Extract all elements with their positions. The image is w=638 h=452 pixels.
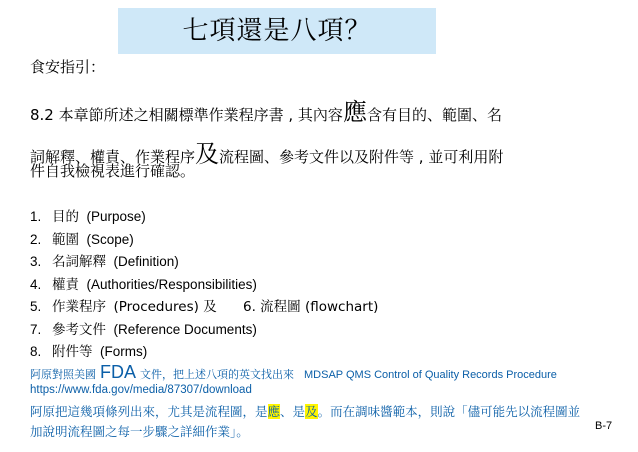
list-item [30, 296, 378, 319]
note-text: 、是 [280, 404, 306, 419]
emphasis-character: 及 [195, 140, 220, 168]
fda-label: FDA [100, 362, 136, 382]
highlighted-word: 及 [305, 404, 318, 419]
list-number: 3. [30, 254, 42, 269]
paragraph-text: 詞解釋、權責、作業程序 [30, 148, 196, 166]
list-zh: 作業程序 [52, 299, 106, 315]
list-number: 8. [30, 344, 42, 359]
paragraph-text: 8.2 本章節所述之相關標準作業程序書 , 其內容 [30, 106, 343, 124]
list-en: (Reference Documents) [113, 321, 257, 337]
list-en: (Purpose) [86, 209, 146, 224]
list-en: (Authorities/Responsibilities) [86, 276, 257, 292]
list-zh: 附件等 [52, 344, 93, 360]
list-item [30, 251, 378, 274]
note-text: 阿原對照美國 [30, 368, 96, 381]
list-number: 4. [30, 276, 42, 292]
paragraph-text: 流程圖、參考文件以及附件等 , 並可利用附 [219, 148, 504, 166]
list-extra: 6. 流程圖 (flowchart) [242, 299, 379, 315]
note-text: 阿原把這幾項條列出來，尤其是流程圖，是 [30, 404, 268, 419]
paragraph-line-1 [30, 92, 610, 127]
list-number: 5. [30, 299, 42, 314]
list-en: (Scope) [86, 231, 134, 247]
paragraph-text: 含有目的、範圍、名 [366, 106, 502, 124]
item-list [30, 206, 378, 364]
list-zh: 參考文件 [52, 321, 106, 338]
commentary-note [30, 402, 590, 442]
list-item [30, 319, 378, 342]
slide-title: 七項還是八項？ [182, 16, 372, 46]
list-number: 2. [30, 231, 42, 247]
list-en: (Forms) [100, 344, 148, 359]
list-item [30, 274, 378, 297]
intro-label: 食安指引： [30, 58, 106, 76]
source-url[interactable]: https://www.fda.gov/media/87307/download [30, 384, 252, 396]
paragraph-line-3: 件自我檢視表進行確認。 [30, 162, 196, 180]
note-text: 。而在調味醬範本，則說「儘可能先以流程圖並加說明流程圖之每一步驟之詳細作業」。 [30, 404, 581, 439]
list-item [30, 229, 378, 252]
note-text: 文件，把上述八項的英文找出來 [140, 368, 294, 381]
emphasis-character: 應 [342, 98, 367, 126]
list-zh: 權責 [52, 276, 79, 293]
mdsap-reference: MDSAP QMS Control of Quality Records Procedure [304, 369, 557, 381]
list-item [30, 206, 378, 229]
list-zh: 目的 [52, 209, 79, 225]
list-number: 1. [30, 209, 42, 224]
list-zh: 範圍 [52, 231, 79, 248]
list-en: (Definition) [113, 254, 179, 269]
highlighted-word: 應 [267, 404, 281, 419]
list-item [30, 341, 378, 364]
list-zh: 名詞解釋 [52, 254, 106, 270]
list-number: 7. [30, 321, 42, 337]
source-note [30, 362, 557, 383]
list-en: (Procedures) 及 [113, 299, 217, 315]
page-number: B-7 [595, 420, 613, 432]
